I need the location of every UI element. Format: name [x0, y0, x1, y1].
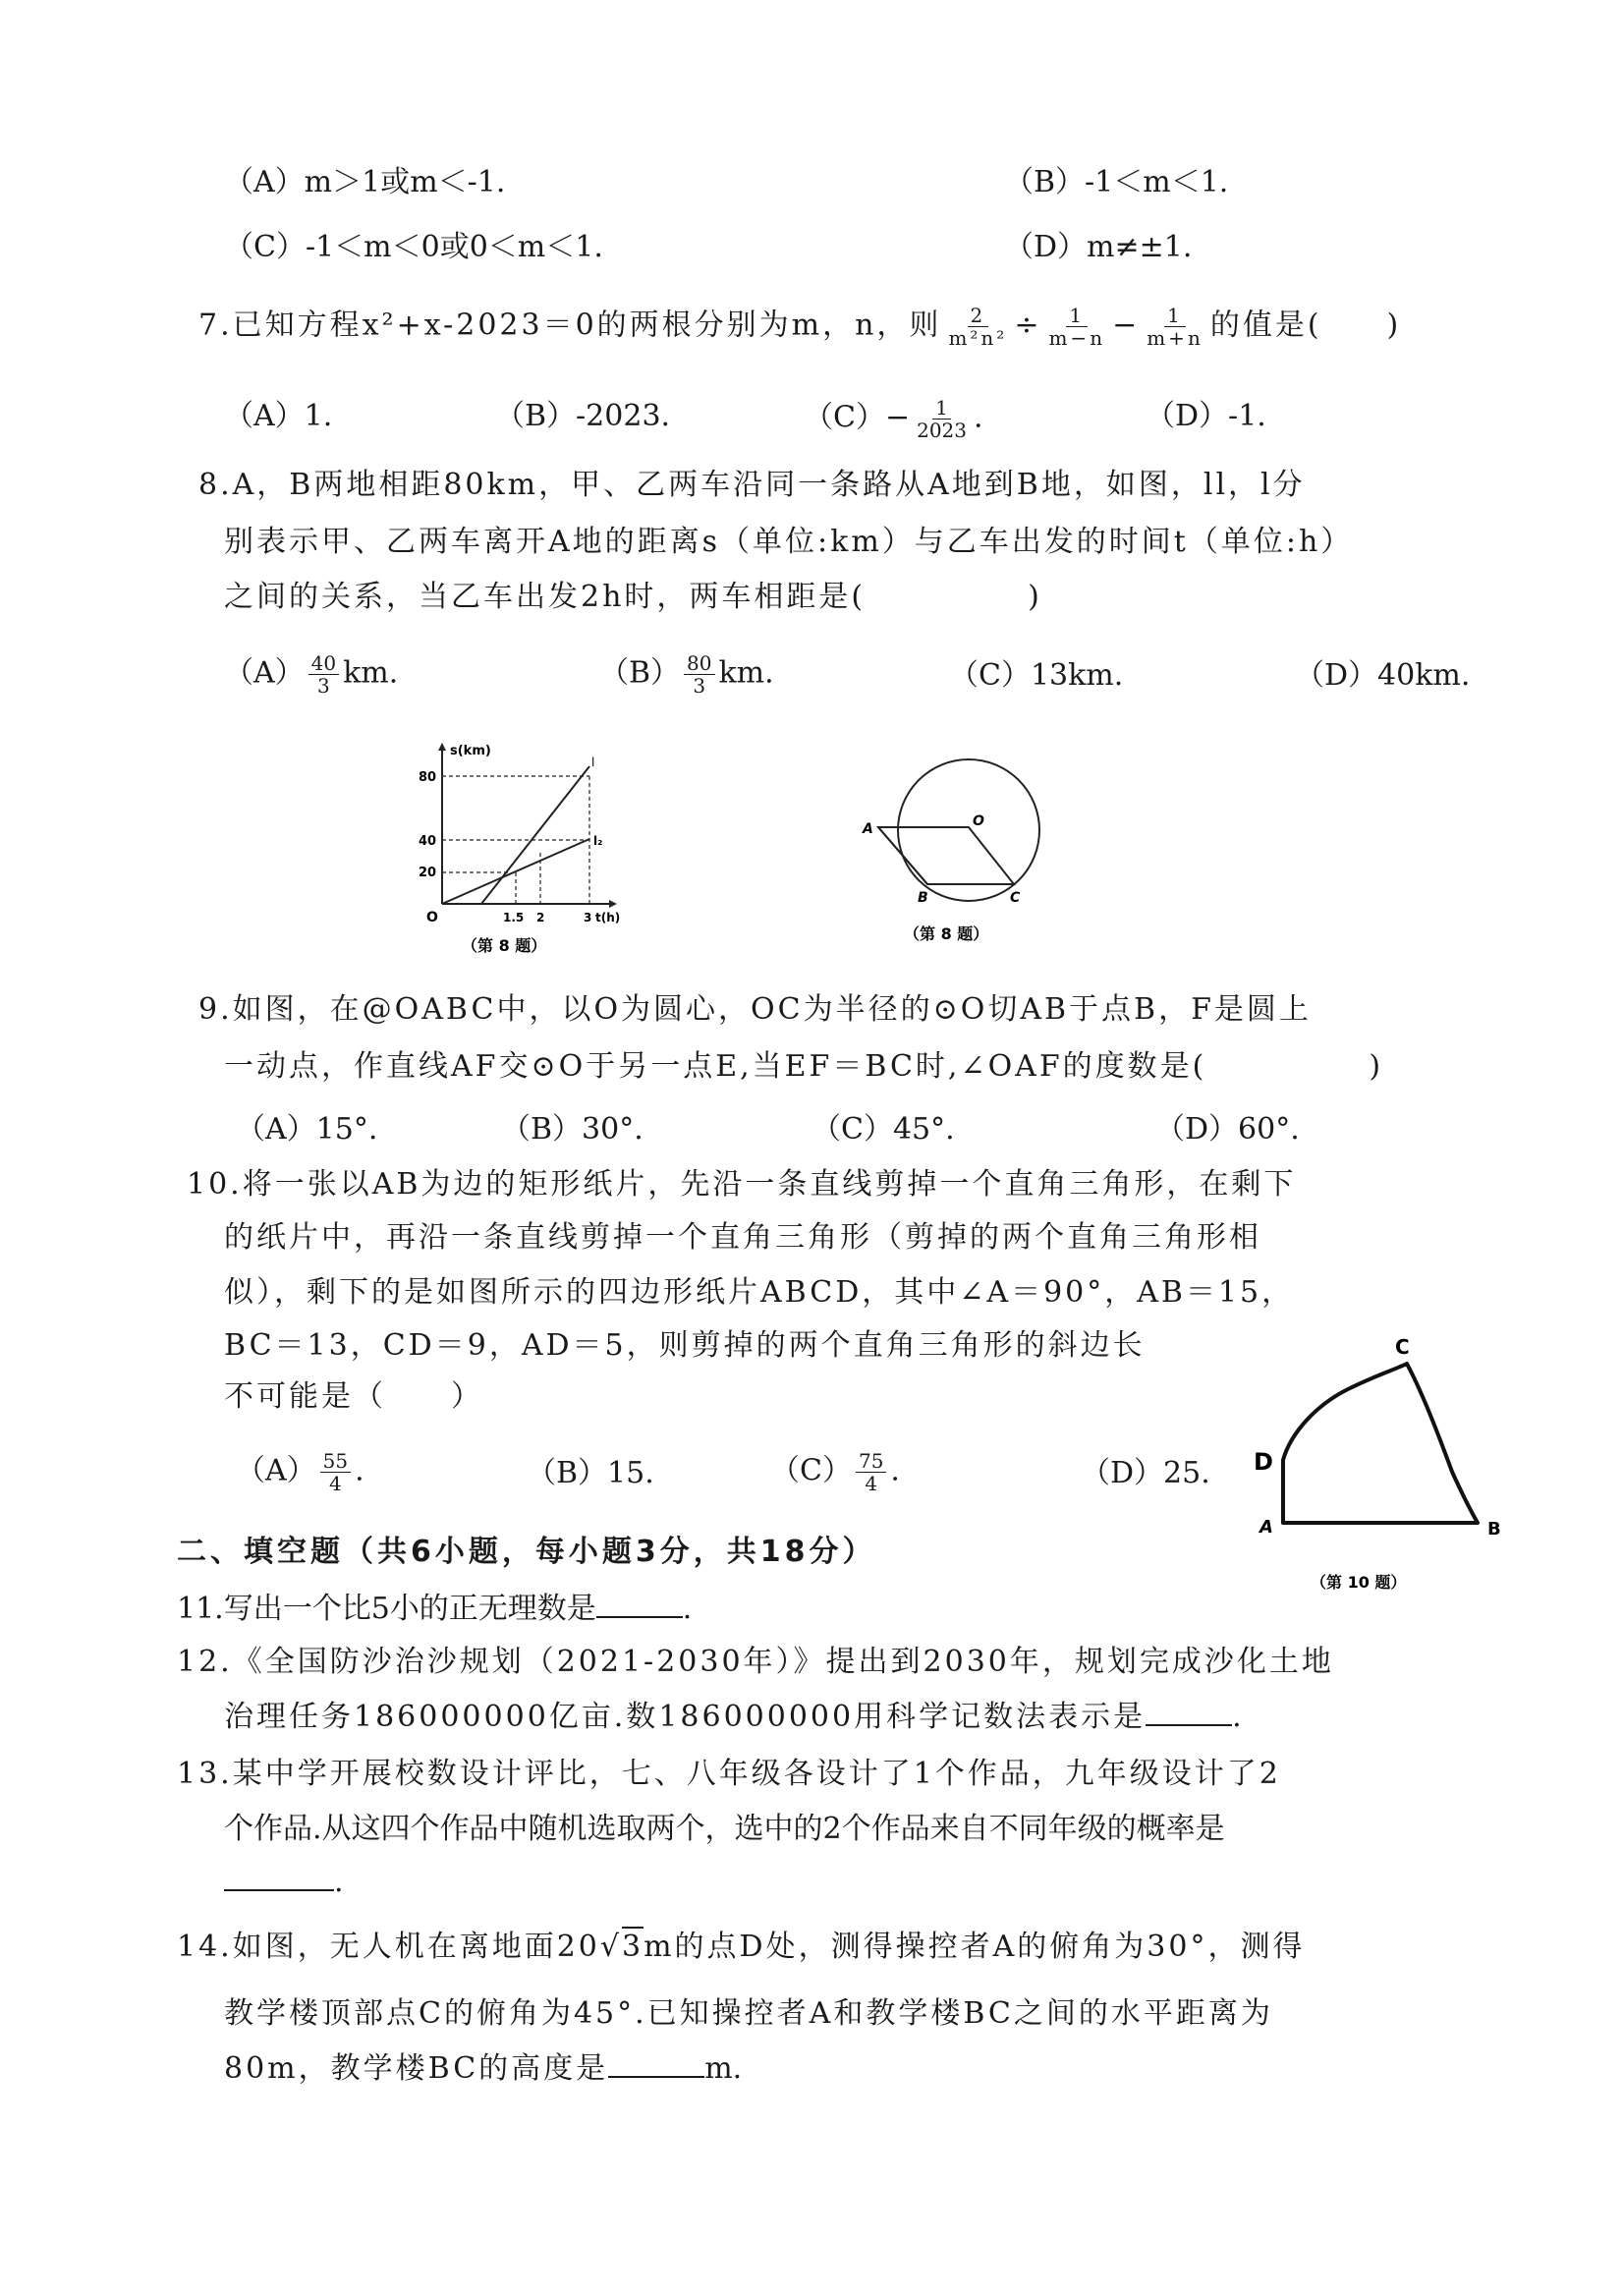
q6-option-b: （B）-1＜m＜1.: [1004, 165, 1229, 199]
q12-line2-pre: 治理任务186000000亿亩.数186000000用科学记数法表示是: [224, 1700, 1147, 1734]
q7-option-a: （A）1.: [224, 399, 333, 433]
q10-option-d: （D）25.: [1081, 1456, 1210, 1490]
q8-a-post: km.: [343, 655, 399, 691]
q7-option-b: （B）-2023.: [495, 399, 671, 433]
origin-label: O: [426, 910, 438, 925]
q7-c-den: 2023: [917, 419, 967, 442]
line-l1: [481, 766, 589, 904]
q14-line1-post: m的点D处，测得操控者A的俯角为30°，测得: [644, 1930, 1306, 1964]
q7-option-d: （D）-1.: [1146, 399, 1266, 433]
q11-answer-blank[interactable]: [596, 1616, 683, 1618]
q8-graph-caption: （第 8 题）: [462, 936, 547, 955]
q8-option-b: [599, 652, 774, 697]
q8-graph-svg: [403, 737, 629, 963]
q10-option-a: [236, 1450, 364, 1494]
q10-a-den: 4: [329, 1472, 342, 1495]
q6-option-c: （C）-1＜m＜0或0＜m＜1.: [224, 230, 603, 264]
q7-c-post: .: [974, 400, 983, 435]
x-tick-3: 3: [584, 911, 592, 924]
q7-option-c: [804, 397, 983, 441]
label-a: A: [863, 821, 873, 837]
q8-line2: 别表示甲、乙两车离开A地的距离s（单位:km）与乙车出发的时间t（单位:h）: [224, 525, 1354, 559]
q9-line1: 9.如图，在@OABC中，以O为圆心，OC为半径的⊙O切AB于点B，F是圆上: [198, 992, 1312, 1027]
y-tick-80: 80: [419, 770, 437, 785]
sqrt-sign: √: [599, 1930, 623, 1964]
x-tick-2: 2: [536, 911, 545, 924]
q13-line2: 个作品.从这四个作品中随机选取两个，选中的2个作品来自不同年级的概率是: [224, 1812, 1225, 1846]
q8-line3: 之间的关系，当乙车出发2h时，两车相距是( ): [224, 580, 1042, 614]
q14-line1-pre: 14.如图，无人机在离地面20: [177, 1930, 600, 1964]
q12-answer-blank[interactable]: [1146, 1724, 1232, 1726]
q8-option-d: （D）40km.: [1295, 658, 1471, 693]
q10-line4: BC＝13，CD＝9，AD＝5，则剪掉的两个直角三角形的斜边长: [224, 1328, 1146, 1363]
q6-option-d: （D）m≠±1.: [1004, 230, 1193, 264]
label-o: O: [973, 813, 984, 829]
q8-circle-figure: [841, 756, 1067, 961]
q13-line3: [224, 1863, 344, 1902]
q10-figure-svg: [1238, 1336, 1523, 1601]
q10-a-post: .: [355, 1453, 364, 1488]
q10-c-post: .: [890, 1453, 900, 1488]
x-tick-1-5: 1.5: [503, 911, 525, 924]
q14-line3-post: m.: [704, 2051, 743, 2086]
q13-line1: 13.某中学开展校数设计评比，七、八年级各设计了1个作品，九年级设计了2: [177, 1757, 1281, 1791]
q7-f2-num: 1: [1066, 305, 1088, 327]
q7-f1-den: m²n²: [948, 326, 1008, 350]
q8-b-pre: （B）: [599, 655, 681, 691]
q10-c-num: 75: [856, 1450, 886, 1473]
q8-line1: 8.A，B两地相距80km，甲、乙两车沿同一条路从A地到B地，如图，ll，l分: [198, 468, 1306, 502]
q8-option-a: [224, 652, 398, 697]
q14-answer-blank[interactable]: [608, 2076, 704, 2078]
q14-line3: [224, 2049, 742, 2089]
q9-option-c: （C）45°.: [812, 1112, 955, 1147]
q13-line3-post: .: [334, 1865, 344, 1899]
q7-c-num: 1: [932, 397, 951, 420]
q14-line3-pre: 80m，教学楼BC的高度是: [224, 2051, 609, 2086]
label-d: D: [1254, 1448, 1273, 1476]
q7-fraction-1: [945, 305, 1010, 349]
q13-answer-blank[interactable]: [224, 1889, 334, 1891]
q7-stem-pre: 7.已知方程x²+x-2023＝0的两根分别为m，n，则: [198, 308, 942, 343]
q10-option-b: （B）15.: [527, 1456, 654, 1490]
label-b: B: [918, 890, 928, 906]
quadrilateral-abcd: [1283, 1364, 1478, 1523]
q10-a-fraction: [320, 1450, 351, 1494]
q7-fraction-3: [1144, 305, 1206, 349]
q12-line2: [224, 1698, 1242, 1737]
q9-line2: 一动点，作直线AF交⊙O于另一点E,当EF＝BC时,∠OAF的度数是( ): [224, 1049, 1384, 1084]
q7-op1: ÷: [1014, 308, 1042, 343]
q8-b-fraction: [684, 652, 714, 697]
q10-line2: 的纸片中，再沿一条直线剪掉一个直角三角形（剪掉的两个直角三角形相: [224, 1220, 1261, 1255]
q7-f3-num: 1: [1164, 305, 1186, 327]
label-a: A: [1259, 1517, 1273, 1538]
q6-option-a: （A）m＞1或m＜-1.: [224, 165, 506, 199]
q7-stem: [198, 305, 1401, 349]
line-label-l: l: [591, 756, 595, 769]
q11: [177, 1590, 692, 1629]
q7-f3-den: m+n: [1147, 326, 1203, 350]
q8-option-c: （C）13km.: [949, 658, 1124, 693]
q7-c-fraction: [914, 397, 970, 441]
q14-line1: [177, 1928, 1305, 1967]
q10-c-fraction: [856, 1450, 886, 1494]
q14-radicand: 3: [622, 1927, 644, 1964]
q7-op2: −: [1112, 308, 1141, 343]
q10-line1: 10.将一张以AB为边的矩形纸片，先沿一条直线剪掉一个直角三角形，在剩下: [187, 1167, 1297, 1202]
q10-a-pre: （A）: [236, 1453, 316, 1488]
x-axis-arrow: [609, 900, 617, 908]
q8-circle-svg: [841, 756, 1067, 953]
q10-a-num: 55: [320, 1450, 351, 1473]
q7-f1-num: 2: [968, 305, 989, 327]
line-label-l2: l₂: [593, 834, 603, 848]
circle-o: [898, 759, 1039, 901]
segment-ab: [878, 827, 927, 884]
q11-pre: 11.写出一个比5小的正无理数是: [177, 1592, 596, 1626]
q10-option-c: [770, 1450, 900, 1494]
x-axis-label: t(h): [595, 911, 621, 924]
q8-circle-caption: （第 8 题）: [904, 924, 989, 943]
q10-line3: 似），剩下的是如图所示的四边形纸片ABCD，其中∠A＝90°，AB＝15，: [224, 1275, 1295, 1310]
q10-c-pre: （C）: [770, 1453, 852, 1488]
label-c: C: [1010, 890, 1021, 906]
q7-stem-post: 的值是( ): [1209, 308, 1402, 343]
q8-b-den: 3: [693, 674, 706, 698]
q10-c-den: 4: [865, 1472, 878, 1495]
q8-b-post: km.: [718, 655, 774, 691]
y-tick-20: 20: [419, 866, 437, 880]
q14-line2: 教学楼顶部点C的俯角为45°.已知操控者A和教学楼BC之间的水平距离为: [224, 1996, 1273, 2031]
q10-line5: 不可能是（ ）: [224, 1379, 483, 1414]
q9-option-a: （A）15°.: [236, 1112, 378, 1147]
section-heading: 二、填空题（共6小题，每小题3分，共18分）: [177, 1535, 876, 1569]
q9-option-d: （D）60°.: [1155, 1112, 1300, 1147]
q8-a-num: 40: [308, 652, 339, 675]
q10-caption: （第 10 题）: [1311, 1573, 1407, 1592]
q10-figure: [1238, 1336, 1523, 1609]
y-axis-arrow: [438, 743, 446, 751]
y-tick-40: 40: [419, 834, 437, 849]
q8-b-num: 80: [684, 652, 714, 675]
q8-graph-figure: [403, 737, 629, 971]
y-axis-label: s(km): [450, 744, 491, 758]
q8-a-den: 3: [317, 674, 330, 698]
label-b: B: [1487, 1519, 1501, 1540]
q8-a-fraction: [308, 652, 339, 697]
q7-c-pre: （C）−: [804, 400, 911, 435]
q9-option-b: （B）30°.: [501, 1112, 644, 1147]
q8-a-pre: （A）: [224, 655, 305, 691]
q11-post: .: [682, 1592, 693, 1626]
q12-line2-post: .: [1232, 1700, 1242, 1734]
label-c: C: [1395, 1336, 1410, 1359]
q7-f2-den: m−n: [1048, 326, 1106, 350]
q12-line1: 12.《全国防沙治沙规划（2021-2030年）》提出到2030年，规划完成沙化土地: [177, 1645, 1334, 1679]
q7-fraction-2: [1045, 305, 1108, 349]
